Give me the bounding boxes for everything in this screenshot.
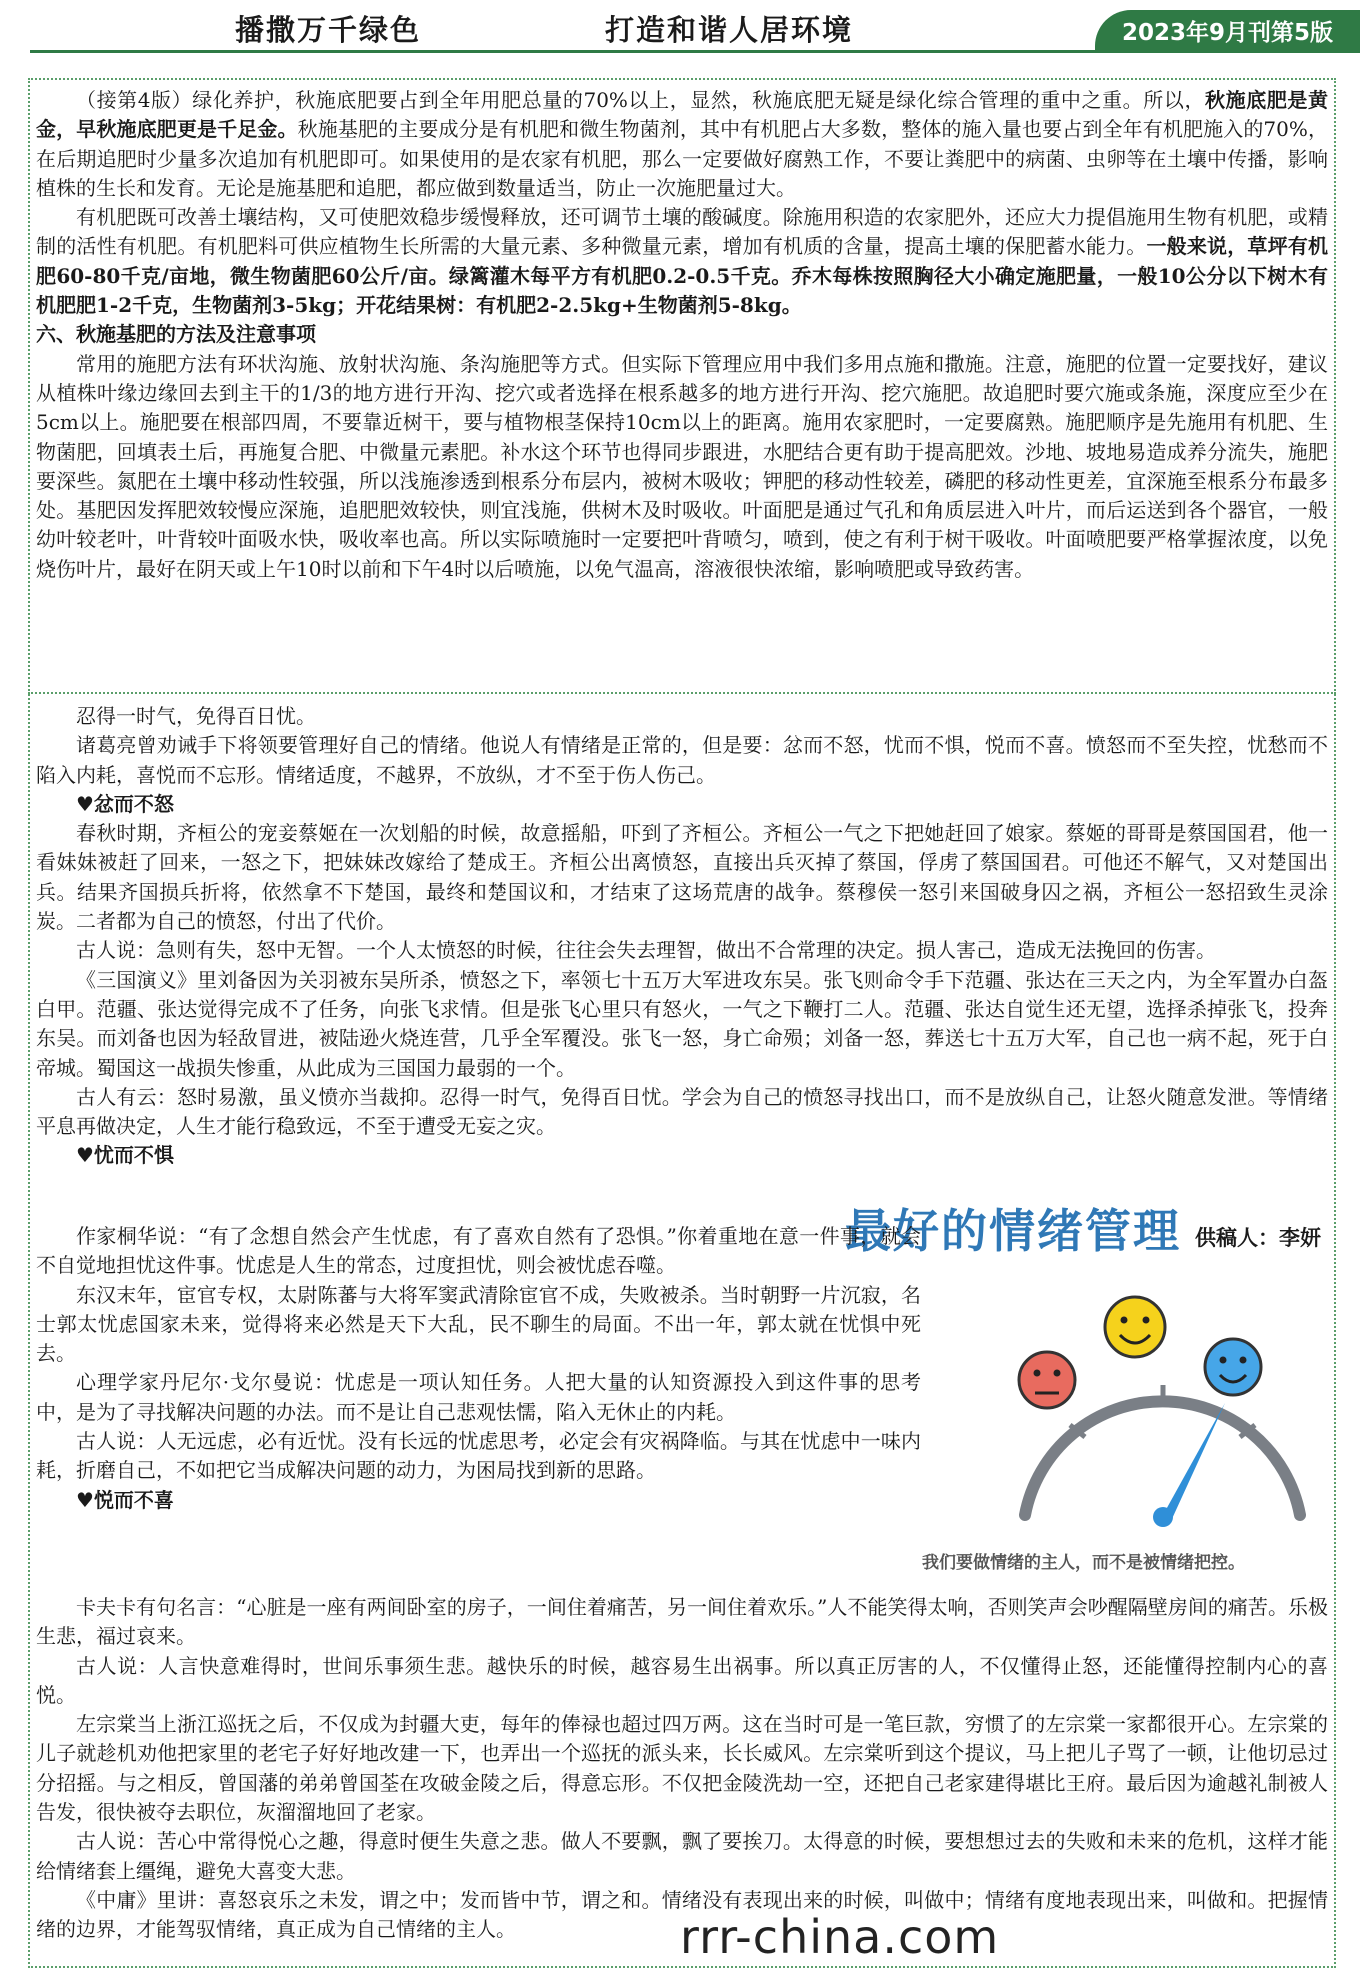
- subheading-joy: ♥悦而不喜: [76, 1487, 174, 1512]
- paragraph: 忍得一时气，免得百日忧。: [76, 704, 316, 728]
- subheading-worry: ♥忧而不惧: [76, 1143, 174, 1168]
- page-header: [0, 0, 1360, 56]
- paragraph: 《中庸》里讲：喜怒哀乐之未发，谓之中；发而皆中节，谓之和。情绪没有表现出来的时候，叫做中；情绪有度地表现出来，叫做和。把握情绪的边界，才能驾驭情绪，真正成为自己情绪的主人。: [36, 1887, 1328, 1942]
- section-heading: 六、秋施基肥的方法及注意事项: [36, 322, 316, 347]
- paragraph: 常用的施肥方法有环状沟施、放射状沟施、条沟施肥等方式。但实际下管理应用中我们多用点施和撒施。注意，施肥的位置一定要找好，建议从植株叶缘边缘回去到主干的1/3的地方进行开沟、挖穴或者选择在根系越多的地方进行开沟、挖穴施肥。故追肥时要穴施或条施，深度应至少在5cm以上。施肥要在根部四周，不要靠近树干，要与植物根茎保持10cm以上的距离。施用农家肥时，一定要腐熟。施肥顺序是先施用有机肥、生物菌肥，回填表土后，再施复合肥、中微量元素肥。补水这个环节也得同步跟进，水肥结合更有助于提高肥效。沙地、坡地易造成养分流失，施肥要深些。氮肥在土壤中移动性较强，所以浅施渗透到根系分布层内，被树木吸收；钾肥的移动性较差，磷肥的移动性更差，宜深施至根系分布最多处。基肥因发挥肥效较慢应深施，追肥肥效较快，则宜浅施，供树木及时吸收。叶面肥是通过气孔和角质层进入叶片，而后运送到各个器官，一般幼叶较老叶，叶背较叶面吸水快，吸收率也高。所以实际喷施时一定要把叶背喷匀，喷到，使之有利于树干吸收。叶面喷肥要严格掌握浓度，以免烧伤叶片，最好在阴天或上午10时以前和下午4时以后喷施，以免气温高，溶液很快浓缩，影响喷肥或导致药害。: [36, 351, 1328, 581]
- smile-face-icon: [1205, 1339, 1261, 1395]
- emotion-gauge-illustration: [985, 1285, 1340, 1545]
- happy-face-icon: [1105, 1297, 1165, 1357]
- sad-face-icon: [1019, 1352, 1075, 1408]
- paragraph: 有机肥既可改善土壤结构，又可使肥效稳步缓慢释放，还可调节土壤的酸碱度。除施用积造的农家肥外，还应大力提倡施用生物有机肥，或精制的活性有机肥。有机肥料可供应植物生长所需的大量元素、多种微量元素，增加有机质的含量，提高土壤的保肥蓄水能力。一般来说，草坪有机肥60-80千克/亩地，微生物菌肥60公斤/亩。绿篱灌木每平方有机肥0.2-0.5千克。乔木每株按照胸径大小确定施肥量，一般10公分以下树木有机肥肥1-2千克，生物菌剂3-5kg；开花结果树：有机肥2-2.5kg+生物菌剂5-8kg。: [36, 205, 1329, 318]
- article-middle-text: [36, 1222, 921, 1515]
- paragraph: 春秋时期，齐桓公的宠妾蔡姬在一次划船的时候，故意摇船，吓到了齐桓公。齐桓公一气之下把她赶回了娘家。蔡姬的哥哥是蔡国国君，他一看妹妹被赶了回来，一怒之下，把妹妹改嫁给了楚成王。齐桓公出离愤怒，直接出兵灭掉了蔡国，俘虏了蔡国国君。可他还不解气，又对楚国出兵。结果齐国损兵折将，依然拿不下楚国，最终和楚国议和，才结束了这场荒唐的战争。蔡穆侯一怒引来国破身囚之祸，齐桓公一怒招致生灵涂炭。二者都为自己的愤怒，付出了代价。: [36, 821, 1328, 934]
- header-rule: [30, 50, 1360, 53]
- article-bottom-text: [36, 1593, 1328, 1945]
- paragraph: 卡夫卡有句名言：“心脏是一座有两间卧室的房子，一间住着痛苦，另一间住着欢乐。”人不能笑得太响，否则笑声会吵醒隔壁房间的痛苦。乐极生悲，福过哀来。: [36, 1595, 1328, 1649]
- gauge-arc-icon: [1025, 1401, 1300, 1515]
- header-issue-date: 2023年9月刊第5版: [1122, 20, 1334, 46]
- gauge-hub-icon: [1153, 1507, 1173, 1527]
- article-title: 最好的情绪管理: [845, 1204, 1181, 1258]
- article-author: 供稿人：李妍: [1195, 1226, 1321, 1250]
- paragraph: 心理学家丹尼尔·戈尔曼说：忧虑是一项认知任务。人把大量的认知资源投入到这件事的思考中，是为了寻找解决问题的办法。而不是让自己悲观怯懦，陷入无休止的内耗。: [36, 1370, 921, 1424]
- header-slogan-middle: 打造和谐人居环境: [605, 13, 854, 47]
- subheading-anger: ♥忿而不怒: [76, 791, 174, 816]
- paragraph: 左宗棠当上浙江巡抚之后，不仅成为封疆大吏，每年的俸禄也超过四万两。这在当时可是一笔巨款，穷惯了的左宗棠一家都很开心。左宗棠的儿子就趁机劝他把家里的老宅子好好地改建一下，也弄出一个巡抚的派头来，长长威风。左宗棠听到这个提议，马上把儿子骂了一顿，让他切忌过分招摇。与之相反，曾国藩的弟弟曾国荃在攻破金陵之后，得意忘形。不仅把金陵洗劫一空，还把自己老家建得堪比王府。最后因为逾越礼制被人告发，很快被夺去职位，灰溜溜地回了老家。: [36, 1712, 1328, 1825]
- paragraph: 诸葛亮曾劝诫手下将领要管理好自己的情绪。他说人有情绪是正常的，但是要：忿而不怒，忧而不惧，悦而不喜。愤怒而不至失控，忧愁而不陷入内耗，喜悦而不忘形。情绪适度，不越界，不放纵，才不至于伤人伤己。: [36, 733, 1328, 787]
- paragraph: 古人说：急则有失，怒中无智。一个人太愤怒的时候，往往会失去理智，做出不合常理的决定。损人害己，造成无法挽回的伤害。: [76, 938, 1216, 963]
- paragraph: 古人有云：怒时易激，虽义愤亦当裁抑。忍得一时气，免得百日忧。学会为自己的愤怒寻找出口，而不是放纵自己，让怒火随意发泄。等情绪平息再做决定，人生才能行稳致远，不至于遭受无妄之灾。: [36, 1084, 1328, 1139]
- watermark: rrr-china.com: [680, 1910, 1000, 1964]
- header-slogan-left: 播撒万千绿色: [235, 13, 422, 47]
- gauge-needle-icon: [1163, 1403, 1225, 1521]
- paragraph: 古人说：人言快意难得时，世间乐事须生悲。越快乐的时候，越容易生出祸事。所以真正厉害的人，不仅懂得止怒，还能懂得控制内心的喜悦。: [36, 1653, 1328, 1707]
- paragraph: 东汉末年，宦官专权，太尉陈蕃与大将军窦武清除宦官不成，失败被杀。当时朝野一片沉寂，名士郭太忧虑国家未来，觉得将来必然是天下大乱，民不聊生的局面。不出一年，郭太就在忧惧中死去。: [36, 1282, 921, 1366]
- illustration-caption: 我们要做情绪的主人，而不是被情绪把控。: [922, 1553, 1245, 1573]
- paragraph: 《三国演义》里刘备因为关羽被东吴所杀，愤怒之下，率领七十五万大军进攻东吴。张飞则命令手下范疆、张达在三天之内，为全军置办白盔白甲。范疆、张达觉得完成不了任务，向张飞求情。但是张飞心里只有怒火，一气之下鞭打二人。范疆、张达自觉生还无望，选择杀掉张飞，投奔东吴。而刘备也因为轻敌冒进，被陆逊火烧连营，几乎全军覆没。张飞一怒，身亡命殒；刘备一怒，葬送七十五万大军，自己也一病不起，死于白帝城。蜀国这一战损失惨重，从此成为三国国力最弱的一个。: [36, 967, 1328, 1080]
- paragraph: 古人说：苦心中常得悦心之趣，得意时便生失意之悲。做人不要飘，飘了要挨刀。太得意的时候，要想想过去的失败和未来的危机，这样才能给情绪套上缰绳，避免大喜变大悲。: [36, 1829, 1328, 1883]
- article-top-text: [36, 702, 1328, 1171]
- paragraph: （接第4版）绿化养护，秋施底肥要占到全年用肥总量的70%以上，显然，秋施底肥无疑是绿化综合管理的重中之重。所以，秋施底肥是黄金，早秋施底肥更是千足金。秋施基肥的主要成分是有机肥和微生物菌剂，其中有机肥占大多数，整体的施入量也要占到全年有机肥施入的70%，在后期追肥时少量多次追加有机肥即可。如果使用的是农家有机肥，那么一定要做好腐熟工作，不要让粪肥中的病菌、虫卵等在土壤中传播，影响植株的生长和发育。无论是施基肥和追肥，都应做到数量适当，防止一次施肥量过大。: [36, 88, 1329, 200]
- paragraph: 作家桐华说：“有了念想自然会产生忧虑，有了喜欢自然有了恐惧。”你着重地在意一件事，就会不自觉地担忧这件事。忧虑是人生的常态，过度担忧，则会被忧虑吞噬。: [36, 1224, 921, 1278]
- paragraph: 古人说：人无远虑，必有近忧。没有长远的忧虑思考，必定会有灾祸降临。与其在忧虑中一味内耗，折磨自己，不如把它当成解决问题的动力，为困局找到新的思路。: [36, 1429, 921, 1483]
- fertilizer-section: [36, 86, 1328, 584]
